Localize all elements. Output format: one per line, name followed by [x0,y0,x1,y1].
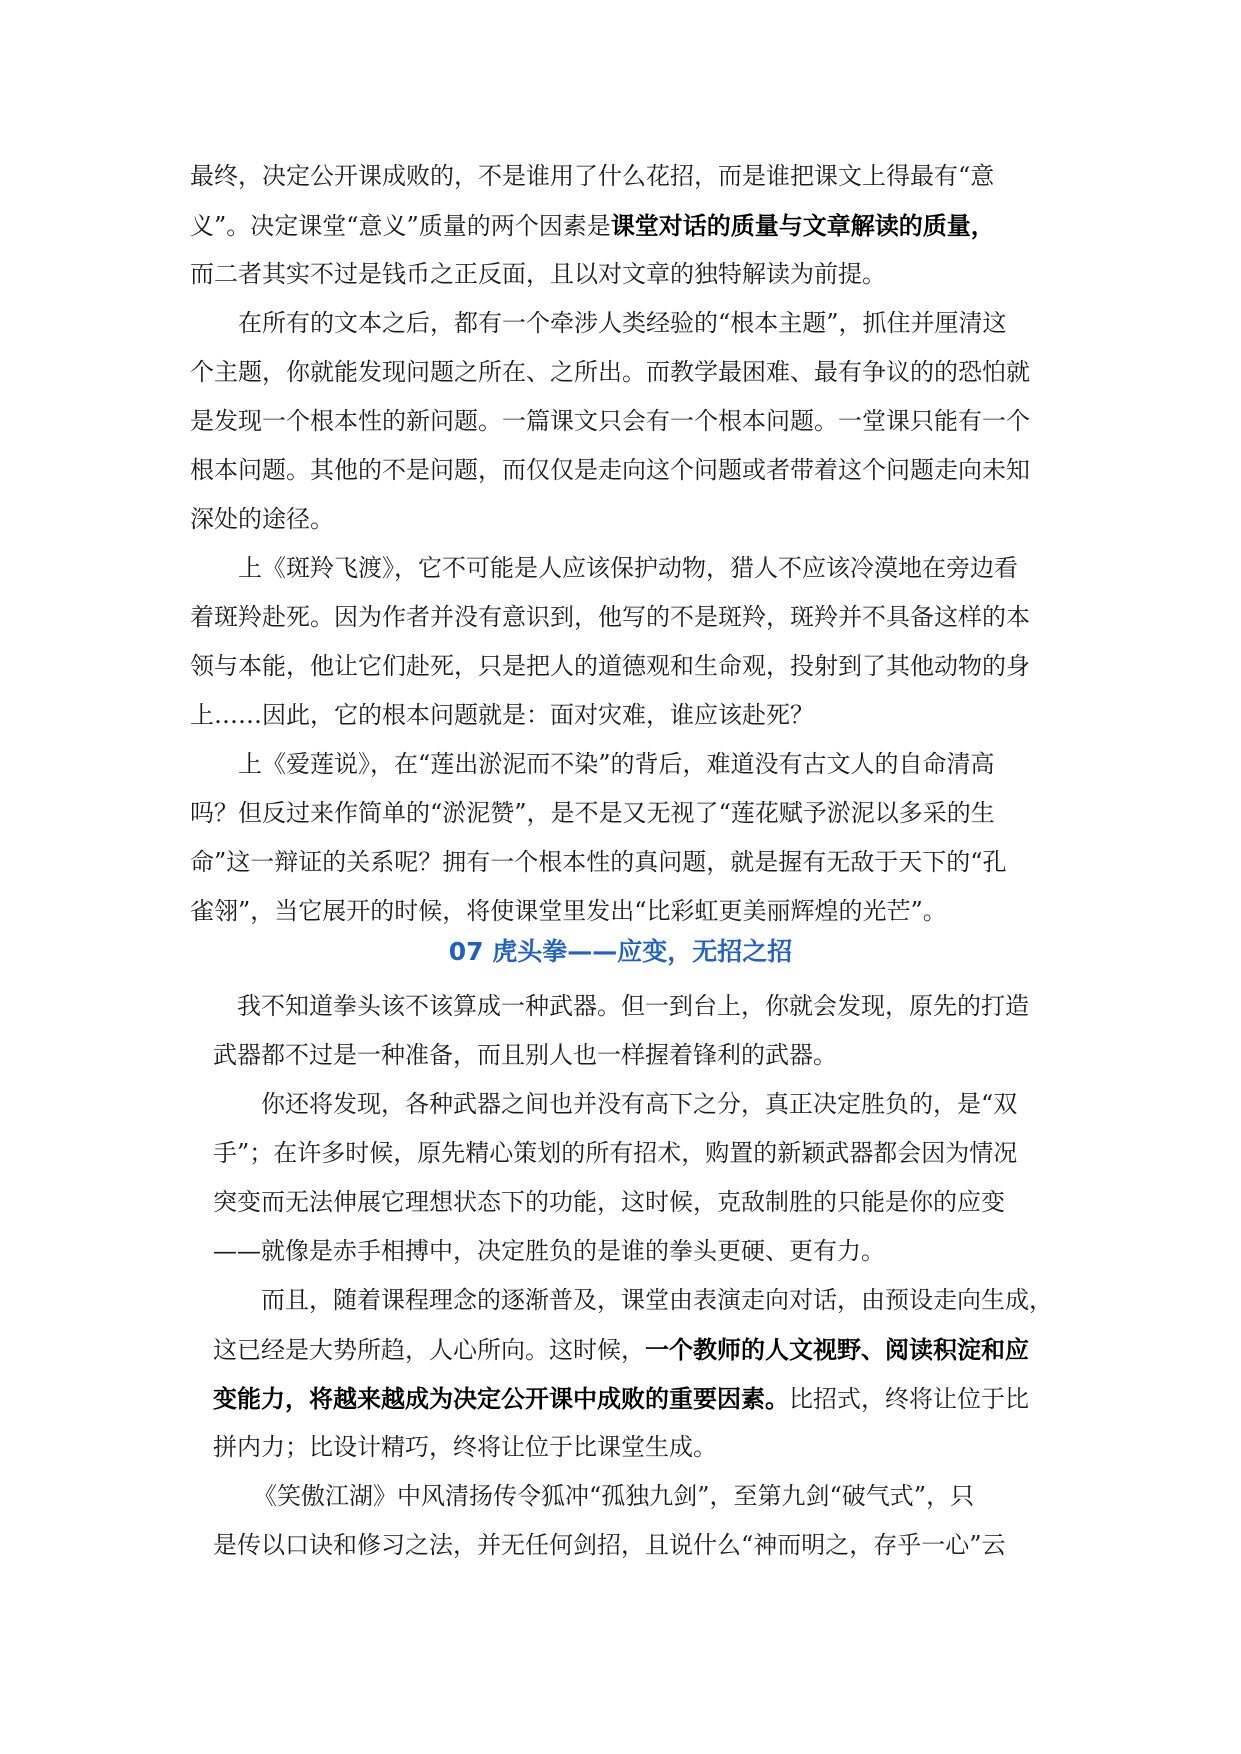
text-span: 比招式，终将让位于比 [789,1385,1029,1413]
paragraph-3 [190,544,1030,740]
text-line: 个主题，你就能发现问题之所在、之所出。而教学最困难、最有争议的的恐怕就 [190,358,1030,386]
text-line: ——就像是赤手相搏中，决定胜负的是谁的拳头更硬、更有力。 [213,1237,885,1265]
text-line [190,201,995,250]
text-line: 上《斑羚飞渡》，它不可能是人应该保护动物，猎人不应该冷漠地在旁边看 [238,554,1018,582]
text-line: 你还将发现，各种武器之间也并没有高下之分，真正决定胜负的，是“双 [261,1090,1018,1118]
text-line: 深处的途径。 [190,505,334,533]
text-line: 雀翎”，当它展开的时候，将使课堂里发出“比彩虹更美丽辉煌的光芒”。 [190,897,947,925]
text-line: 是传以口诀和修习之法，并无任何剑招，且说什么“神而明之，存乎一心”云 [213,1531,1006,1559]
text-span: 义”。决定课堂“意义”质量的两个因素是 [190,212,611,240]
text-line [213,1374,1053,1423]
text-line: 突变而无法伸展它理想状态下的功能，这时候，克敌制胜的只能是你的应变 [213,1188,1005,1216]
paragraph-1 [190,152,995,299]
paragraph-6 [213,1080,1017,1276]
text-span: 这已经是大势所趋，人心所向。这时候， [213,1336,645,1364]
text-line: 《笑傲江湖》中风清扬传令狐冲“孤独九剑”，至第九剑“破气式”，只 [253,1482,975,1510]
section-title: 07 虎头拳——应变，无招之招 [448,937,793,966]
text-line: 武器都不过是一种准备，而且别人也一样握着锋利的武器。 [213,1041,837,1069]
text-line: 而且，随着课程理念的逐渐普及，课堂由表演走向对话，由预设走向生成， [261,1286,1053,1314]
paragraph-4 [190,740,1007,936]
text-line: 拼内力；比设计精巧，终将让位于比课堂生成。 [213,1433,717,1461]
bold-emphasis: 一个教师的人文视野、阅读积淀和应 [645,1335,1029,1364]
text-line: 根本问题。其他的不是问题，而仅仅是走向这个问题或者带着这个问题走向未知 [190,456,1030,484]
paragraph-7 [213,1276,1053,1472]
text-line: 我不知道拳头该不该算成一种武器。但一到台上，你就会发现，原先的打造 [237,992,1029,1020]
bold-emphasis: 变能力，将越来越成为决定公开课中成败的重要因素。 [213,1384,789,1413]
paragraph-5 [213,982,1029,1080]
text-line: 最终，决定公开课成败的，不是谁用了什么花招，而是谁把课文上得最有“意 [190,162,995,190]
text-line [213,1325,1053,1374]
text-line: 领与本能，他让它们赴死，只是把人的道德观和生命观，投射到了其他动物的身 [190,652,1030,680]
paragraph-2 [190,299,1030,544]
text-line: 着斑羚赴死。因为作者并没有意识到，他写的不是斑羚，斑羚并不具备这样的本 [190,603,1030,631]
text-line: 上……因此，它的根本问题就是：面对灾难，谁应该赴死？ [190,701,814,729]
paragraph-8 [213,1472,1006,1570]
text-line: 吗？但反过来作简单的“淤泥赞”，是不是又无视了“莲花赋予淤泥以多采的生 [190,799,995,827]
text-line: 手”；在许多时候，原先精心策划的所有招术，购置的新颖武器都会因为情况 [213,1139,1018,1167]
text-line: 上《爱莲说》，在“莲出淤泥而不染”的背后，难道没有古文人的自命清高 [238,750,995,778]
text-line: 命”这一辩证的关系呢？拥有一个根本性的真问题，就是握有无敌于天下的“孔 [190,848,1007,876]
text-line: 是发现一个根本性的新问题。一篇课文只会有一个根本问题。一堂课只能有一个 [190,407,1030,435]
text-line: 而二者其实不过是钱币之正反面，且以对文章的独特解读为前提。 [190,260,886,288]
bold-emphasis: 课堂对话的质量与文章解读的质量， [610,211,995,240]
text-line: 在所有的文本之后，都有一个牵涉人类经验的“根本主题”，抓住并厘清这 [238,309,1007,337]
